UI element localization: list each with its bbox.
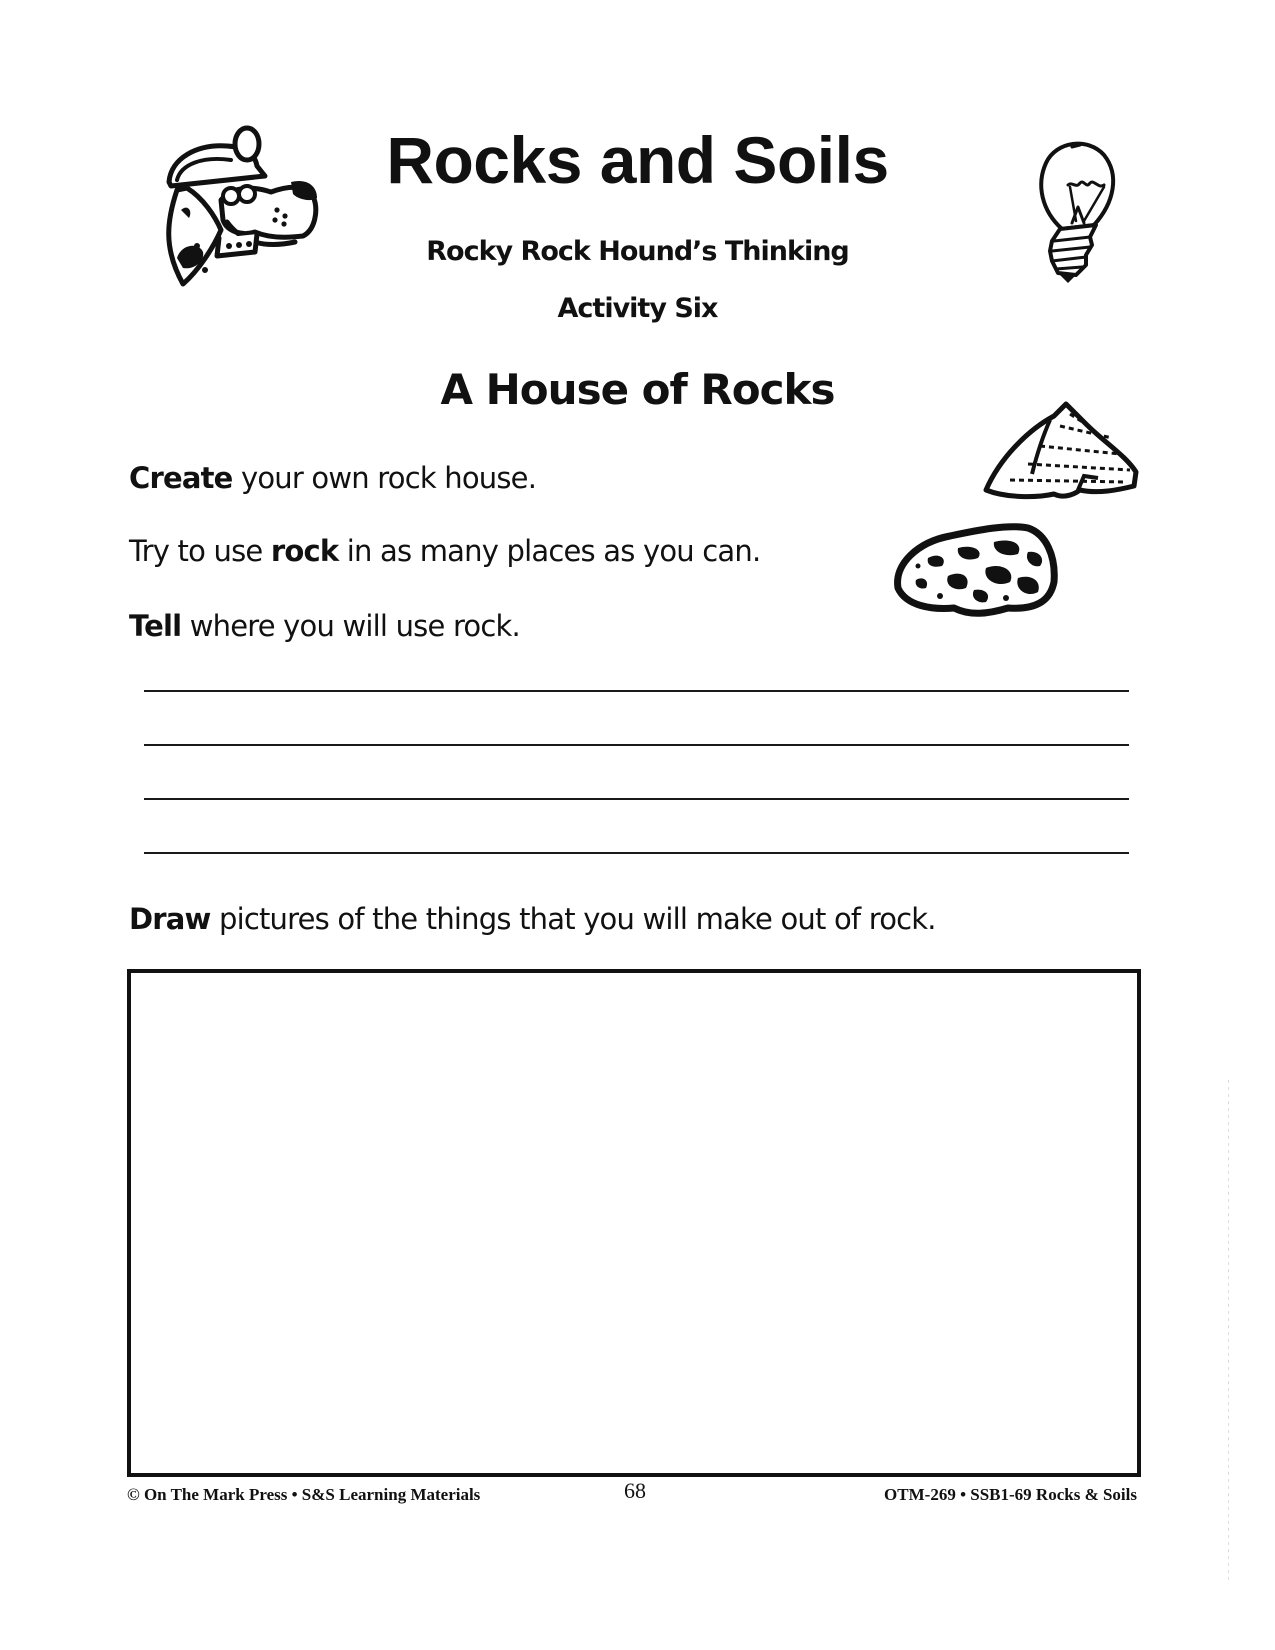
answer-line-1[interactable] — [144, 690, 1129, 692]
page-title: Rocks and Soils — [386, 123, 889, 197]
drawing-box[interactable] — [127, 969, 1141, 1477]
keyword-create: Create — [129, 461, 233, 495]
instruction-tell-text: where you will use rock. — [181, 609, 520, 643]
answer-line-4[interactable] — [144, 852, 1129, 854]
instruction-try-pre: Try to use — [129, 534, 271, 568]
activity-heading: A House of Rocks — [440, 365, 835, 414]
answer-line-3[interactable] — [144, 798, 1129, 800]
instruction-try-post: in as many places as you can. — [338, 534, 761, 568]
instruction-try — [129, 533, 760, 569]
instruction-tell — [129, 608, 520, 644]
instruction-draw-text: pictures of the things that you will make out of rock. — [210, 902, 936, 936]
keyword-rock: rock — [270, 534, 339, 568]
instruction-create-text: your own rock house. — [232, 461, 537, 495]
subtitle: Rocky Rock Hound’s Thinking — [426, 236, 849, 267]
keyword-draw: Draw — [129, 902, 211, 936]
speckled-rock-icon — [888, 518, 1060, 618]
footer-book-code: OTM-269 • SSB1-69 Rocks & Soils — [884, 1485, 1137, 1504]
instruction-create — [129, 460, 536, 496]
instruction-draw — [129, 901, 936, 937]
layered-rock-icon — [980, 398, 1142, 502]
footer-publisher: © On The Mark Press • S&S Learning Materials — [127, 1485, 481, 1504]
scan-edge-divider — [1228, 1080, 1229, 1580]
keyword-tell: Tell — [129, 609, 182, 643]
answer-line-2[interactable] — [144, 744, 1129, 746]
page-number: 68 — [624, 1478, 646, 1503]
activity-number: Activity Six — [557, 293, 718, 324]
